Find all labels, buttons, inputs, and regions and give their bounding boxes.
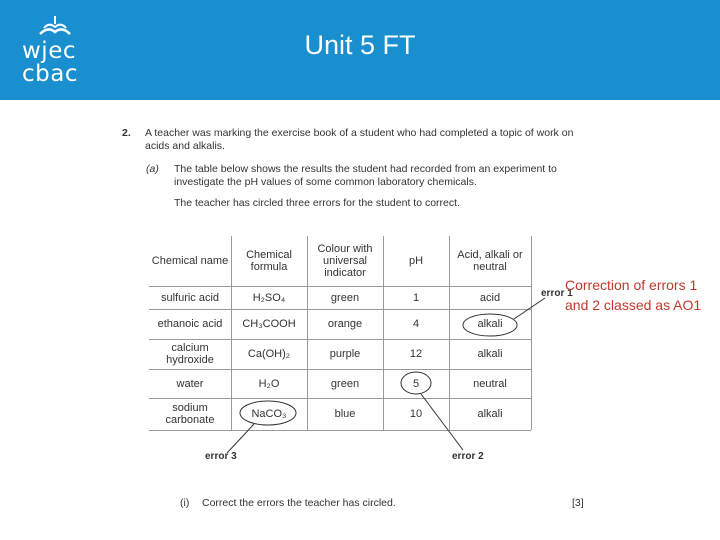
table-cell: 5 bbox=[412, 377, 420, 390]
table-cell: green bbox=[330, 291, 360, 304]
pointer-error-3 bbox=[227, 424, 254, 453]
pointer-error-1 bbox=[514, 298, 545, 319]
marks-label: [3] bbox=[572, 497, 584, 509]
table-cell: orange bbox=[327, 318, 363, 330]
exam-question-scan bbox=[0, 100, 720, 540]
table-cell: sodium carbonate bbox=[165, 402, 215, 426]
circle-error-1 bbox=[463, 314, 517, 336]
table-cell: 10 bbox=[409, 408, 423, 420]
part-a-instruction: The teacher has circled three errors for the student to correct. bbox=[174, 197, 460, 209]
logo-line-2: cbac bbox=[22, 61, 78, 87]
ao1-note: Correction of errors 1 and 2 classed as AO1 bbox=[565, 277, 702, 313]
table-cell: 1 bbox=[412, 291, 420, 304]
header-banner bbox=[0, 0, 720, 100]
question-number: 2. bbox=[122, 127, 131, 139]
table-cell: sulfuric acid bbox=[160, 291, 220, 304]
circle-error-3 bbox=[240, 401, 296, 425]
table-cell: H₂O bbox=[258, 377, 280, 390]
table-cell: green bbox=[330, 377, 360, 390]
label-error-2: error 2 bbox=[452, 451, 484, 462]
table-cell: H₂SO₄ bbox=[252, 291, 286, 304]
table-cell: alkali bbox=[477, 408, 503, 420]
table-cell: neutral bbox=[473, 377, 507, 390]
table-cell: water bbox=[176, 377, 204, 390]
table-cell: calcium hydroxide bbox=[166, 342, 214, 366]
teacher-markings bbox=[0, 100, 720, 540]
table-cell: CH₃COOH bbox=[242, 318, 296, 330]
question-intro: A teacher was marking the exercise book of a student who had completed a topic of work on acids and alkalis. bbox=[145, 127, 574, 152]
table-cell: purple bbox=[329, 348, 361, 360]
header-chemical-name: Chemical name bbox=[151, 255, 229, 267]
header-ph: pH bbox=[408, 255, 424, 267]
table-cell: Ca(OH)₂ bbox=[247, 348, 291, 360]
circle-error-2 bbox=[401, 372, 431, 394]
slide-title: Unit 5 FT bbox=[304, 30, 416, 60]
logo-line-1: wjec bbox=[22, 38, 76, 64]
label-error-3: error 3 bbox=[205, 451, 237, 462]
part-i-label: (i) bbox=[180, 497, 190, 509]
table-cell: alkali bbox=[477, 348, 503, 360]
table-cell: 4 bbox=[412, 318, 420, 330]
part-i-text: Correct the errors the teacher has circled. bbox=[202, 497, 396, 509]
table-cell: NaCO₃ bbox=[251, 408, 287, 420]
header-acid-alkali: Acid, alkali or neutral bbox=[457, 249, 523, 273]
label-error-1: error 1 bbox=[541, 288, 573, 299]
pointer-error-2 bbox=[421, 394, 463, 450]
table-cell: ethanoic acid bbox=[157, 318, 223, 330]
part-a-label: (a) bbox=[146, 163, 159, 175]
header-chemical-formula: Chemical formula bbox=[246, 249, 292, 273]
table-cell: acid bbox=[479, 291, 501, 304]
table-cell: 12 bbox=[409, 348, 423, 360]
part-a-text: The table below shows the results the student had recorded from an experiment to investigate the pH values of some common laboratory chemicals. bbox=[174, 163, 557, 188]
table-cell: blue bbox=[334, 408, 356, 420]
table-cell: alkali bbox=[477, 318, 503, 330]
header-indicator-colour: Colour with universal indicator bbox=[317, 243, 373, 279]
